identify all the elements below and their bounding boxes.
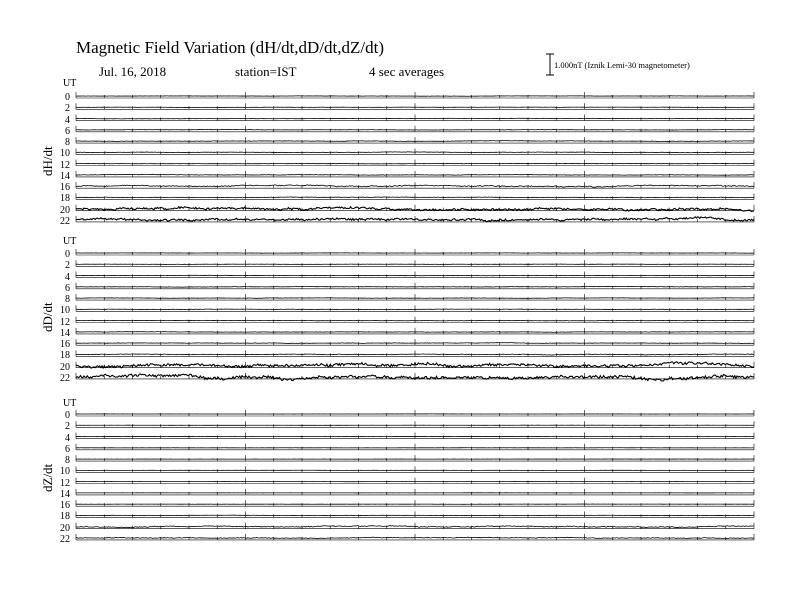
row-ticks [76,421,754,427]
row-ticks [76,339,754,345]
row-ticks [76,260,754,266]
row-ticks [76,489,754,495]
row-ticks [76,103,754,109]
hour-tick-label: 16 [60,500,70,512]
y-axis-label: dZ/dt [40,463,55,492]
chart-title: Magnetic Field Variation (dH/dt,dD/dt,dZ/dt) [76,38,385,57]
trace-line [76,118,754,119]
scale-bar [546,54,554,75]
hour-tick-label: 18 [60,193,70,205]
row-ticks [76,455,754,461]
trace-line [76,163,754,164]
hour-tick-label: 22 [60,533,70,545]
hour-tick-label: 2 [65,421,70,433]
trace-line [76,129,754,130]
row-ticks [76,249,754,255]
hour-tick-label: 22 [60,372,70,384]
hour-tick-label: 8 [65,455,70,467]
hour-tick-label: 14 [60,327,70,339]
ut-label: UT [63,236,77,247]
hour-tick-label: 4 [65,114,70,126]
row-ticks [76,511,754,517]
trace-line [76,174,754,175]
station-label: station=IST [235,64,297,79]
hour-tick-label: 20 [60,522,70,534]
row-ticks [76,410,754,416]
row-ticks [76,478,754,484]
row-ticks [76,182,754,188]
hour-tick-label: 18 [60,511,70,523]
row-ticks [76,193,754,199]
row-ticks [76,444,754,450]
trace-line [76,332,754,333]
trace-line [76,320,754,321]
ut-label: UT [63,78,77,89]
hour-tick-label: 2 [65,103,70,115]
row-ticks [76,148,754,154]
trace-line [76,343,754,344]
row-ticks [76,171,754,177]
row-ticks [76,160,754,166]
trace-line [76,309,754,310]
hour-tick-label: 22 [60,215,70,227]
hour-tick-label: 10 [60,305,70,317]
hour-tick-label: 16 [60,339,70,351]
row-ticks [76,272,754,278]
hour-tick-label: 8 [65,294,70,306]
row-ticks [76,305,754,311]
hour-tick-label: 14 [60,488,70,500]
hour-tick-label: 6 [65,125,70,137]
hour-tick-label: 6 [65,443,70,455]
hour-tick-label: 10 [60,148,70,160]
hour-tick-label: 6 [65,282,70,294]
hour-tick-label: 18 [60,350,70,362]
trace-line [76,96,754,97]
hour-tick-label: 14 [60,170,70,182]
trace-line [76,298,754,299]
row-ticks [76,317,754,323]
ut-label: UT [63,398,77,409]
row-ticks [76,126,754,132]
hour-tick-label: 4 [65,271,70,283]
row-ticks [76,92,754,98]
row-ticks [76,283,754,289]
hour-tick-label: 16 [60,182,70,194]
hour-tick-label: 0 [65,92,70,103]
y-axis-label: dH/dt [40,146,55,176]
hour-tick-label: 12 [60,477,70,489]
row-ticks [76,328,754,334]
averaging-label: 4 sec averages [369,64,445,79]
hour-tick-label: 2 [65,260,70,272]
hour-tick-label: 8 [65,137,70,149]
hour-tick-label: 12 [60,159,70,171]
hour-tick-label: 20 [60,204,70,216]
hour-tick-label: 4 [65,432,70,444]
hour-tick-label: 10 [60,466,70,478]
row-ticks [76,137,754,143]
row-ticks [76,500,754,506]
row-ticks [76,294,754,300]
row-ticks [76,433,754,439]
row-ticks [76,466,754,472]
hour-tick-label: 12 [60,316,70,328]
row-ticks [76,523,754,529]
hour-tick-label: 20 [60,361,70,373]
row-ticks [76,350,754,356]
date-label: Jul. 16, 2018 [99,64,167,79]
hour-tick-label: 0 [65,410,70,421]
row-ticks [76,115,754,121]
y-axis-label: dD/dt [40,302,55,332]
scale-bar-label: 1.000nT (Iznik Lemi-30 magnetometer) [554,60,690,70]
row-ticks [76,534,754,540]
hour-tick-label: 0 [65,249,70,260]
